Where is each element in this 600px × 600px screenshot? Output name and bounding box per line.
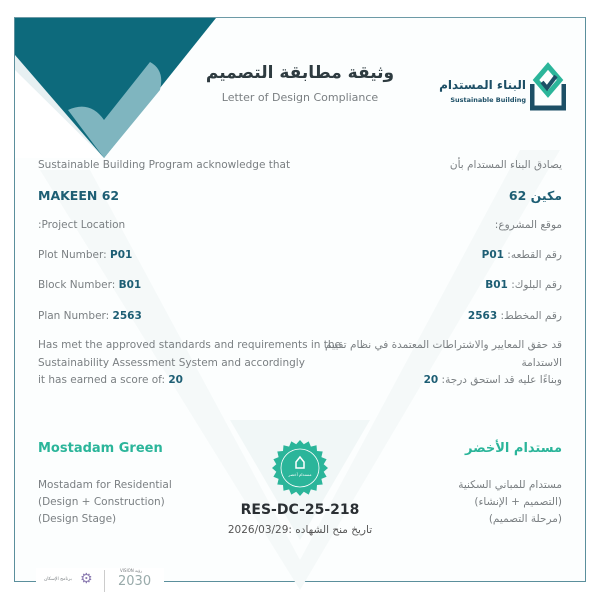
- label: Plan Number:: [38, 310, 113, 322]
- certificate-date: [180, 524, 420, 536]
- value: 2563: [467, 310, 498, 322]
- footer-divider: [104, 570, 105, 592]
- date-value: 2026/03/29: [227, 524, 289, 536]
- label: وبناءًا عليه قد استحق درجة:: [438, 374, 562, 386]
- vision-2030-logo: 2030: [118, 574, 152, 589]
- value: B01: [118, 279, 142, 291]
- statement-en-3: [38, 374, 183, 386]
- housing-program-label: برنامج الإسكان: [44, 577, 72, 582]
- project-location-en: :Project Location: [38, 219, 126, 231]
- plan-number-en: [38, 310, 142, 322]
- score: 20: [423, 374, 439, 386]
- footer-logos: [36, 568, 164, 594]
- logo-name-ar: البناء المستدام: [439, 78, 526, 92]
- value: P01: [110, 249, 133, 261]
- acknowledge-ar: يصادق البناء المستدام بأن: [449, 159, 562, 171]
- rating-line-ar-2: (التصميم + الإنشاء): [474, 496, 562, 508]
- vision-label: VISION رؤية: [120, 568, 143, 573]
- label: رقم المخطط:: [497, 310, 562, 322]
- logo-name-en: Sustainable Building: [450, 96, 526, 104]
- statement-ar-1: قد حقق المعايير والاشتراطات المعتمدة في نظام تقييم: [325, 339, 562, 351]
- mostadam-green-seal-icon: [272, 440, 328, 496]
- rating-level-en: Mostadam Green: [38, 441, 163, 456]
- statement-ar-2: الاستدامة: [521, 357, 562, 369]
- label: Plot Number:: [38, 249, 110, 261]
- statement-en-1: Has met the approved standards and requirements in the: [38, 339, 342, 351]
- rating-line-ar-3: (مرحلة التصميم): [488, 513, 562, 525]
- value: P01: [481, 249, 504, 261]
- sustainable-building-logo-icon: [530, 62, 566, 112]
- value: B01: [485, 279, 508, 291]
- plot-number-en: [38, 249, 132, 261]
- seal-text: مستدام أخضر: [288, 472, 312, 477]
- value: 2563: [112, 310, 142, 322]
- rating-level-ar: مستدام الأخضر: [464, 441, 562, 456]
- page-title-en: Letter of Design Compliance: [221, 91, 379, 104]
- date-label: تاريخ منح الشهاده :: [288, 524, 373, 536]
- housing-program-gear-icon: ⚙: [80, 571, 93, 587]
- rating-line-ar-1: مستدام للمباني السكنية: [458, 479, 562, 491]
- project-name-ar: مكين 62: [508, 188, 562, 203]
- rating-line-en-3: (Design Stage): [38, 513, 117, 525]
- plot-number-ar: [482, 249, 562, 261]
- statement-en-2: Sustainability Assessment System and accordingly: [38, 357, 305, 369]
- project-name-en: MAKEEN 62: [38, 188, 120, 203]
- project-location-ar: موقع المشروع:: [494, 219, 562, 231]
- label: it has earned a score of:: [38, 374, 169, 386]
- plan-number-ar: [468, 310, 562, 322]
- block-number-en: [38, 279, 141, 291]
- label: Block Number:: [38, 279, 119, 291]
- block-number-ar: [485, 279, 562, 291]
- rating-line-en-1: Mostadam for Residential: [38, 479, 172, 491]
- page-title-ar: وثيقة مطابقة التصميم: [205, 63, 395, 83]
- statement-ar-3: [424, 374, 562, 386]
- certificate-code: RES-DC-25-218: [240, 502, 360, 518]
- score: 20: [168, 374, 183, 386]
- label: رقم القطعه:: [503, 249, 562, 261]
- acknowledge-en: Sustainable Building Program acknowledge that: [38, 159, 291, 171]
- label: رقم البلوك:: [507, 279, 562, 291]
- rating-line-en-2: (Design + Construction): [38, 496, 165, 508]
